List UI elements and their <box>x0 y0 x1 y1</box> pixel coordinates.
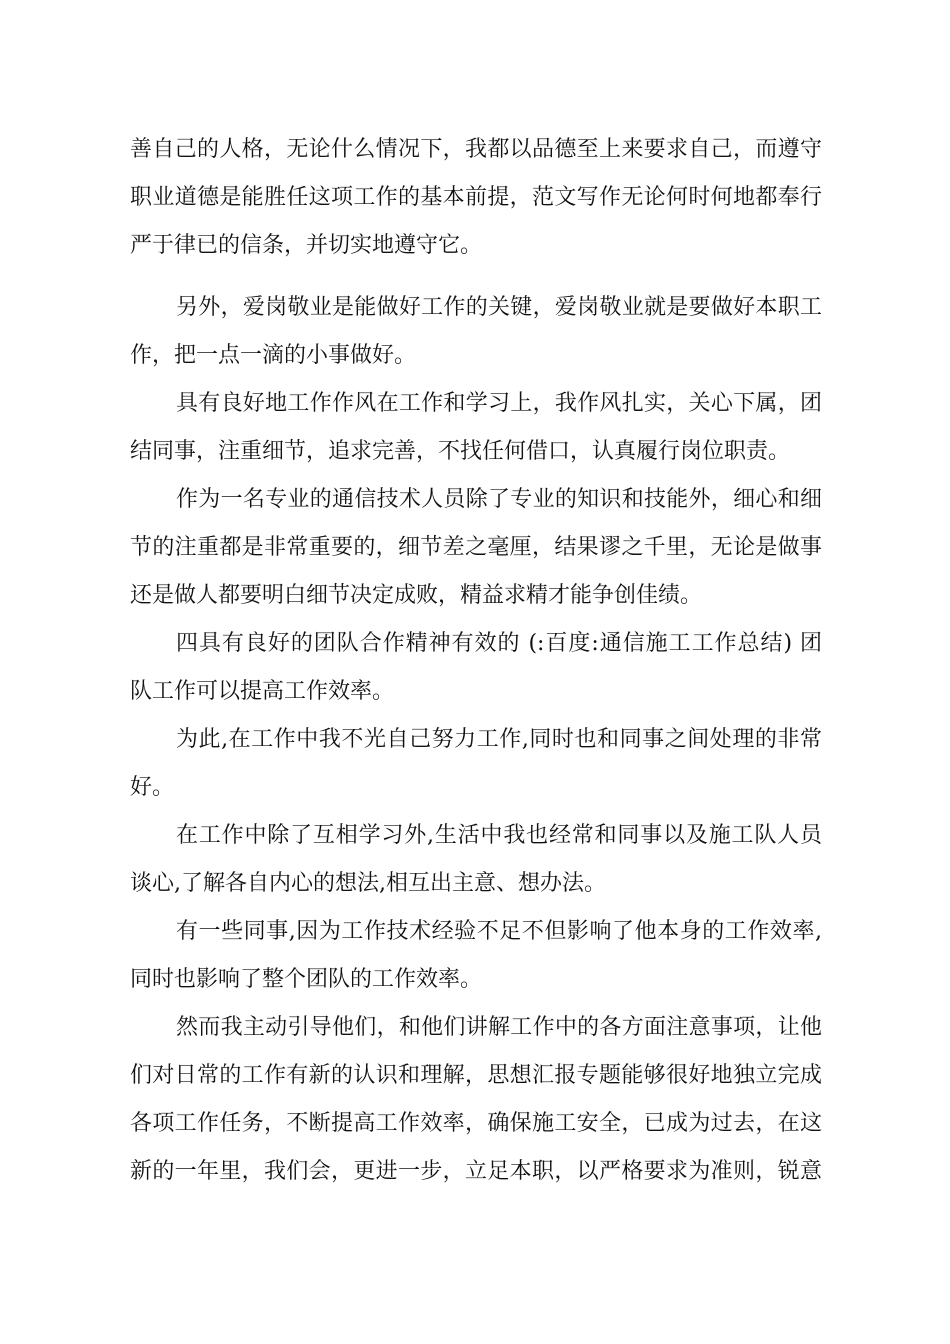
text-line: 节的注重都是非常重要的，细节差之毫厘，结果谬之千里，无论是做事 <box>130 535 822 560</box>
text-line: 有一些同事,因为工作技术经验不足不但影响了他本身的工作效率, <box>176 919 822 944</box>
text-line: 队工作可以提高工作效率。 <box>130 679 395 704</box>
text-line: 谈心,了解各自内心的想法,相互出主意、想办法。 <box>130 871 606 896</box>
text-line: 在工作中除了互相学习外,生活中我也经常和同事以及施工队人员 <box>176 823 822 848</box>
text-line: 各项工作任务，不断提高工作效率，确保施工安全，已成为过去，在这 <box>130 1111 822 1136</box>
paragraph <box>130 284 822 380</box>
paragraph <box>130 380 822 476</box>
text-line: 结同事，注重细节，追求完善，不找任何借口，认真履行岗位职责。 <box>130 439 791 464</box>
text-line: 们对日常的工作有新的认识和理解，思想汇报专题能够很好地独立完成 <box>130 1063 822 1088</box>
document-body <box>130 126 822 1196</box>
text-line: 新的一年里，我们会，更进一步，立足本职，以严格要求为准则，锐意 <box>130 1159 822 1184</box>
text-line: 同时也影响了整个团队的工作效率。 <box>130 967 483 992</box>
text-line: 然而我主动引导他们，和他们讲解工作中的各方面注意事项，让他 <box>176 1015 822 1040</box>
paragraph <box>130 1004 822 1196</box>
text-line: 善自己的人格，无论什么情况下，我都以品德至上来要求自己，而遵守 <box>130 137 822 162</box>
text-line: 另外，爱岗敬业是能做好工作的关键，爱岗敬业就是要做好本职工 <box>176 295 822 320</box>
text-line: 四具有良好的团队合作精神有效的 (:百度:通信施工工作总结) 团 <box>176 631 822 656</box>
text-line: 具有良好地工作作风在工作和学习上，我作风扎实，关心下属，团 <box>176 391 822 416</box>
text-line: 严于律已的信条，并切实地遵守它。 <box>130 233 483 258</box>
text-line: 还是做人都要明白细节决定成败，精益求精才能争创佳绩。 <box>130 583 703 608</box>
paragraph <box>130 476 822 620</box>
text-line: 职业道德是能胜任这项工作的基本前提，范文写作无论何时何地都奉行 <box>130 185 822 210</box>
text-line: 作为一名专业的通信技术人员除了专业的知识和技能外，细心和细 <box>176 487 822 512</box>
paragraph <box>130 716 822 812</box>
paragraph <box>130 908 822 1004</box>
text-line: 作，把一点一滴的小事做好。 <box>130 343 417 368</box>
text-line: 好。 <box>130 775 175 800</box>
paragraph <box>130 126 822 270</box>
text-line: 为此,在工作中我不光自己努力工作,同时也和同事之间处理的非常 <box>176 727 822 752</box>
paragraph <box>130 812 822 908</box>
paragraph <box>130 620 822 716</box>
